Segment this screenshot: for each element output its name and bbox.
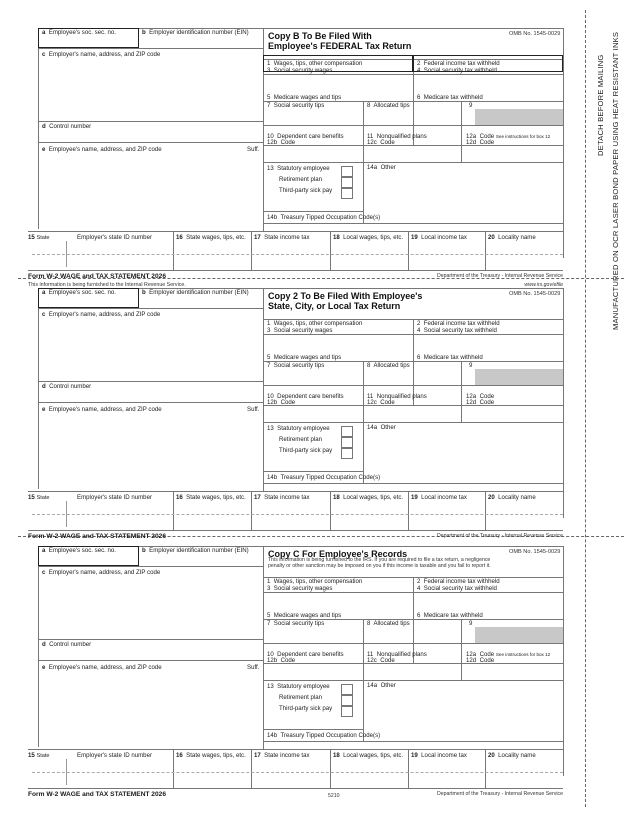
third-party-sick-pay-label: Third-party sick pay xyxy=(279,447,333,454)
state-id-label: Employer's state ID number xyxy=(77,494,152,501)
statutory-employee-label: Statutory employee xyxy=(277,425,330,432)
employee-name-label: Employee's name, address, and ZIP code xyxy=(48,146,162,153)
dependent-care-label: Dependent care benefits xyxy=(277,393,344,400)
retirement-plan-checkbox[interactable] xyxy=(341,177,353,188)
department-text: Department of the Treasury - Internal Revenue Service xyxy=(436,533,563,539)
ss-tax-label: Social security tax withheld xyxy=(423,327,497,334)
copy-c-notice-line2: penalty or other sanction may be imposed on you if this income is taxable and you fail to report it. xyxy=(268,563,491,569)
tipped-occupation-label: Treasury Tipped Occupation Code(s) xyxy=(280,732,381,739)
state-wages-label: State wages, tips, etc. xyxy=(186,494,246,501)
federal-tax-label: Federal income tax withheld xyxy=(423,320,500,327)
state-tax-label: State income tax xyxy=(264,494,310,501)
box12b-label: 12b xyxy=(267,399,278,406)
employer-name-field[interactable] xyxy=(38,566,263,639)
omb-number: OMB No. 1545-0029 xyxy=(509,31,561,37)
ss-wages-label: Social security wages xyxy=(273,327,333,334)
box12d-label: 12d xyxy=(466,399,477,406)
local-tax-label: Local income tax xyxy=(421,234,467,241)
box9-label: 9 xyxy=(469,620,473,627)
other-label: Other xyxy=(380,682,396,689)
retirement-plan-checkbox[interactable] xyxy=(341,695,353,706)
locality-name-label: Locality name xyxy=(498,752,536,759)
ss-tips-label: Social security tips xyxy=(273,620,325,627)
medicare-wages-label: Medicare wages and tips xyxy=(273,612,342,619)
ein-label: Employer identification number (EIN) xyxy=(149,289,249,296)
ssn-label: Employee's soc. sec. no. xyxy=(48,547,116,554)
ein-label: Employer identification number (EIN) xyxy=(149,547,249,554)
ssn-label: Employee's soc. sec. no. xyxy=(48,29,116,36)
retirement-plan-label: Retirement plan xyxy=(279,436,323,443)
medicare-tax-label: Medicare tax withheld xyxy=(423,612,483,619)
box12d-label: 12d xyxy=(466,139,477,146)
box12-note: See instructions for box 12 xyxy=(495,652,551,657)
federal-tax-label: Federal income tax withheld xyxy=(423,60,500,67)
ein-field[interactable] xyxy=(139,288,263,308)
third-party-sick-pay-label: Third-party sick pay xyxy=(279,187,333,194)
local-wages-label: Local wages, tips, etc. xyxy=(343,234,404,241)
suffix-label: Suff. xyxy=(247,146,260,153)
box12a-label: 12a xyxy=(466,393,477,400)
tipped-occupation-label: Treasury Tipped Occupation Code(s) xyxy=(280,214,381,221)
wages-label: Wages, tips, other compensation xyxy=(273,60,363,67)
medicare-wages-label: Medicare wages and tips xyxy=(273,354,342,361)
box9-label: 9 xyxy=(469,102,473,109)
local-wages-label: Local wages, tips, etc. xyxy=(343,752,404,759)
suffix-label: Suff. xyxy=(247,664,260,671)
state-tax-label: State income tax xyxy=(264,752,310,759)
box12a-label: 12a xyxy=(466,651,477,658)
ss-tips-label: Social security tips xyxy=(273,102,325,109)
nonqualified-plans-label: Nonqualified plans xyxy=(376,393,427,400)
ein-field[interactable] xyxy=(139,28,263,48)
nonqualified-plans-label: Nonqualified plans xyxy=(376,133,427,140)
copy-title: Copy 2 To Be Filed With Employee's State, City, or Local Tax Return xyxy=(268,291,423,312)
other-label: Other xyxy=(380,164,396,171)
ein-label: Employer identification number (EIN) xyxy=(149,29,249,36)
statutory-employee-label: Statutory employee xyxy=(277,683,330,690)
state-id-label: Employer's state ID number xyxy=(77,752,152,759)
federal-tax-label: Federal income tax withheld xyxy=(423,578,500,585)
ss-tips-label: Social security tips xyxy=(273,362,325,369)
box12d-label: 12d xyxy=(466,657,477,664)
dependent-care-label: Dependent care benefits xyxy=(277,651,344,658)
wages-label: Wages, tips, other compensation xyxy=(273,320,363,327)
box12a-label: 12a xyxy=(466,133,477,140)
medicare-wages-label: Medicare wages and tips xyxy=(273,94,342,101)
locality-name-label: Locality name xyxy=(498,494,536,501)
ss-wages-label: Social security wages xyxy=(273,67,333,74)
state-label: State xyxy=(36,495,50,501)
furnished-note: This information is being furnished to the Internal Revenue Service. xyxy=(28,282,186,288)
side-margin-text xyxy=(592,31,632,336)
retirement-plan-label: Retirement plan xyxy=(279,694,323,701)
allocated-tips-label: Allocated tips xyxy=(373,102,410,109)
box12-note: See instructions for box 12 xyxy=(495,134,551,139)
box12c-label: 12c xyxy=(367,139,377,146)
statutory-employee-checkbox[interactable] xyxy=(341,684,353,695)
employee-name-label: Employee's name, address, and ZIP code xyxy=(48,406,162,413)
allocated-tips-label: Allocated tips xyxy=(373,620,410,627)
employer-name-field[interactable] xyxy=(38,48,263,121)
employer-name-label: Employer's name, address, and ZIP code xyxy=(48,51,161,58)
omb-number: OMB No. 1545-0029 xyxy=(509,291,561,297)
ss-tax-label: Social security tax withheld xyxy=(423,67,497,74)
medicare-tax-label: Medicare tax withheld xyxy=(423,94,483,101)
retirement-plan-label: Retirement plan xyxy=(279,176,323,183)
department-text: Department of the Treasury - Internal Revenue Service xyxy=(436,273,563,279)
retirement-plan-checkbox[interactable] xyxy=(341,437,353,448)
third-party-sick-pay-checkbox[interactable] xyxy=(341,706,353,717)
employer-name-field[interactable] xyxy=(38,308,263,381)
employee-name-field[interactable] xyxy=(38,402,263,490)
third-party-sick-pay-checkbox[interactable] xyxy=(341,188,353,199)
control-number-label: Control number xyxy=(49,383,92,390)
state-tax-label: State income tax xyxy=(264,234,310,241)
box12b-label: 12b xyxy=(267,139,278,146)
ss-wages-label: Social security wages xyxy=(273,585,333,592)
ssn-label: Employee's soc. sec. no. xyxy=(48,289,116,296)
form-title: Form W-2 WAGE and TAX STATEMENT 2026 xyxy=(28,791,166,798)
statutory-employee-checkbox[interactable] xyxy=(341,426,353,437)
employee-name-field[interactable] xyxy=(38,142,263,230)
copy-title: Copy C For Employee's Records xyxy=(268,549,408,559)
irs-website[interactable]: www.irs.gov/efile xyxy=(524,282,563,288)
employer-name-label: Employer's name, address, and ZIP code xyxy=(48,311,161,318)
state-label: State xyxy=(36,235,50,241)
omb-number: OMB No. 1545-0029 xyxy=(509,549,561,555)
form-number: 5210 xyxy=(328,793,340,799)
state-wages-label: State wages, tips, etc. xyxy=(186,234,246,241)
paper-notice: MANUFACTURED ON OCR LASER BOND PAPER USING HEAT RESISTANT INKS xyxy=(611,31,620,330)
third-party-sick-pay-label: Third-party sick pay xyxy=(279,705,333,712)
state-label: State xyxy=(36,753,50,759)
department-text: Department of the Treasury - Internal Revenue Service xyxy=(436,791,563,797)
nonqualified-plans-label: Nonqualified plans xyxy=(376,651,427,658)
detach-notice: DETACH BEFORE MAILING xyxy=(596,54,605,156)
box12c-label: 12c xyxy=(367,657,377,664)
copy-title: Copy B To Be Filed With Employee's FEDERAL Tax Return xyxy=(268,31,412,52)
other-label: Other xyxy=(380,424,396,431)
box12b-label: 12b xyxy=(267,657,278,664)
local-tax-label: Local income tax xyxy=(421,752,467,759)
vertical-perforation xyxy=(585,10,586,807)
box9-label: 9 xyxy=(469,362,473,369)
ss-tax-label: Social security tax withheld xyxy=(423,585,497,592)
local-tax-label: Local income tax xyxy=(421,494,467,501)
box9-shaded xyxy=(475,109,563,125)
allocated-tips-label: Allocated tips xyxy=(373,362,410,369)
dependent-care-label: Dependent care benefits xyxy=(277,133,344,140)
employee-name-label: Employee's name, address, and ZIP code xyxy=(48,664,162,671)
employee-name-field[interactable] xyxy=(38,660,263,748)
box9-shaded xyxy=(475,369,563,385)
statutory-employee-label: Statutory employee xyxy=(277,165,330,172)
box9-shaded xyxy=(475,627,563,643)
form-title: Form W-2 WAGE and TAX STATEMENT 2026 xyxy=(28,273,166,280)
form-title: Form W-2 WAGE and TAX STATEMENT 2026 xyxy=(28,533,166,540)
medicare-tax-label: Medicare tax withheld xyxy=(423,354,483,361)
wages-label: Wages, tips, other compensation xyxy=(273,578,363,585)
state-id-label: Employer's state ID number xyxy=(77,234,152,241)
employer-name-label: Employer's name, address, and ZIP code xyxy=(48,569,161,576)
statutory-employee-checkbox[interactable] xyxy=(341,166,353,177)
suffix-label: Suff. xyxy=(247,406,260,413)
ein-field[interactable] xyxy=(139,546,263,566)
copy-c-notice-line1: This information is being furnished to the IRS. If you are required to file a tax return, a negligence xyxy=(268,557,491,563)
local-wages-label: Local wages, tips, etc. xyxy=(343,494,404,501)
control-number-label: Control number xyxy=(49,123,92,130)
control-number-label: Control number xyxy=(49,641,92,648)
third-party-sick-pay-checkbox[interactable] xyxy=(341,448,353,459)
box12c-label: 12c xyxy=(367,399,377,406)
tipped-occupation-label: Treasury Tipped Occupation Code(s) xyxy=(280,474,381,481)
locality-name-label: Locality name xyxy=(498,234,536,241)
state-wages-label: State wages, tips, etc. xyxy=(186,752,246,759)
